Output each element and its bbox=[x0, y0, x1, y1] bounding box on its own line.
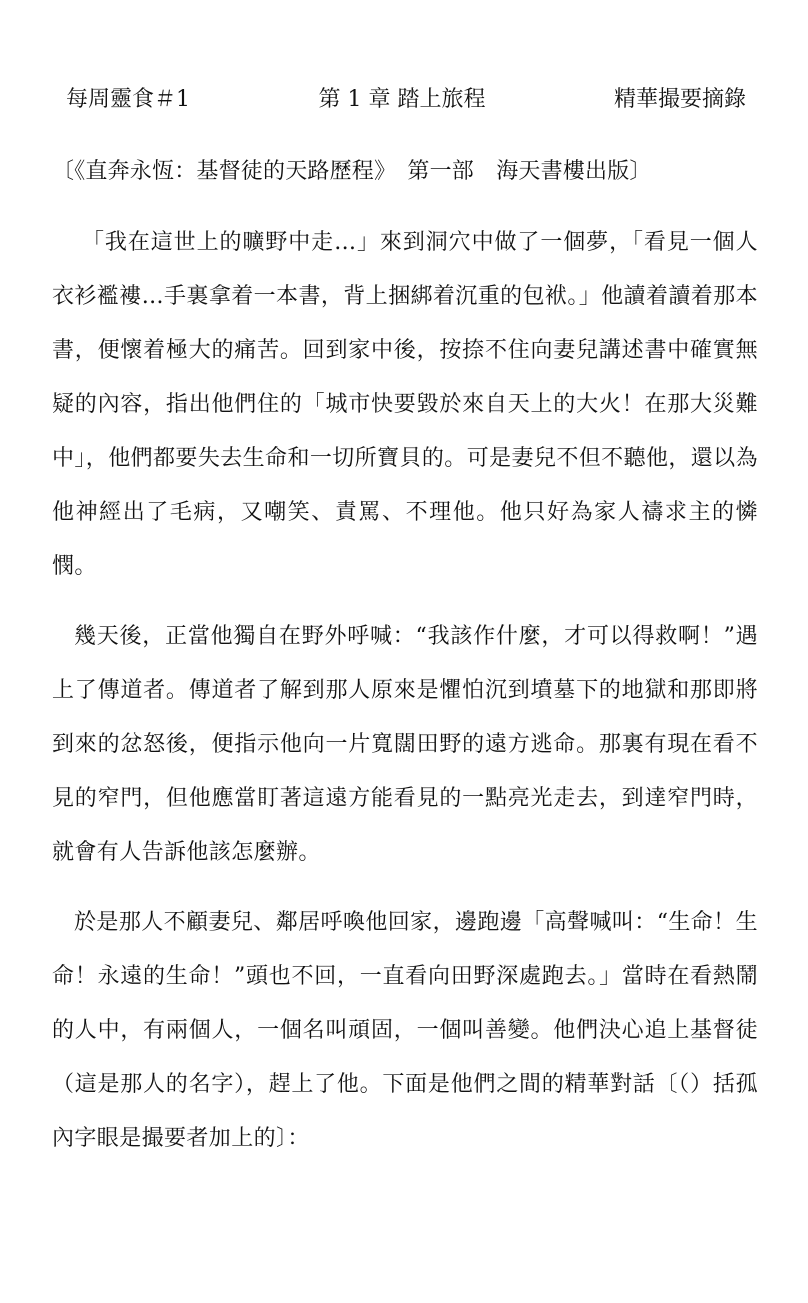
paragraph-1: 「我在這世上的曠野中走…」來到洞穴中做了一個夢，「看見一個人衣衫襤褸…手裏拿着一本書，背上捆綁着沉重的包袱。」他讀着讀着那本書，便懷着極大的痛苦。回到家中後，按捺不住向妻兒講述書中確實無疑的內容，指出他們住的「城市快要毀於來自天上的大火！在那大災難中」，他們都要失去生命和一切所寶貝的。可是妻兒不但不聽他，還以為他神經出了毛病，又嘲笑、責罵、不理他。他只好為家人禱求主的憐憫。 bbox=[52, 230, 758, 579]
header-chapter-title: 第 1 章 踏上旅程 bbox=[318, 87, 486, 112]
body-text bbox=[52, 216, 758, 1166]
page-header bbox=[52, 0, 758, 114]
source-citation: 〔《直奔永恆：基督徒的天路歷程》 第一部 海天書樓出版〕 bbox=[52, 159, 652, 184]
paragraph-3: 於是那人不顧妻兒、鄰居呼喚他回家，邊跑邊「高聲喊叫：“生命！生命！永遠的生命！”頭也不回，一直看向田野深處跑去。」當時在看熱鬧的人中，有兩個人，一個名叫頑固，一個叫善變。他們決心追上基督徒（這是那人的名字），趕上了他。下面是他們之間的精華對話〔（）括孤內字眼是撮要者加上的〕： bbox=[52, 910, 758, 1151]
header-series-title: 每周靈食＃1 bbox=[66, 87, 190, 112]
header-section-label: 精華撮要摘錄 bbox=[613, 87, 746, 112]
paragraph-2: 幾天後，正當他獨自在野外呼喊：“我該作什麼，才可以得救啊！”遇上了傳道者。傳道者了解到那人原來是懼怕沉到墳墓下的地獄和那即將到來的忿怒後，便指示他向一片寬闊田野的遠方逃命。那裏有現在看不見的窄門，但他應當盯著這遠方能看見的一點亮光走去，到達窄門時，就會有人告訴他該怎麼辦。 bbox=[52, 624, 758, 865]
